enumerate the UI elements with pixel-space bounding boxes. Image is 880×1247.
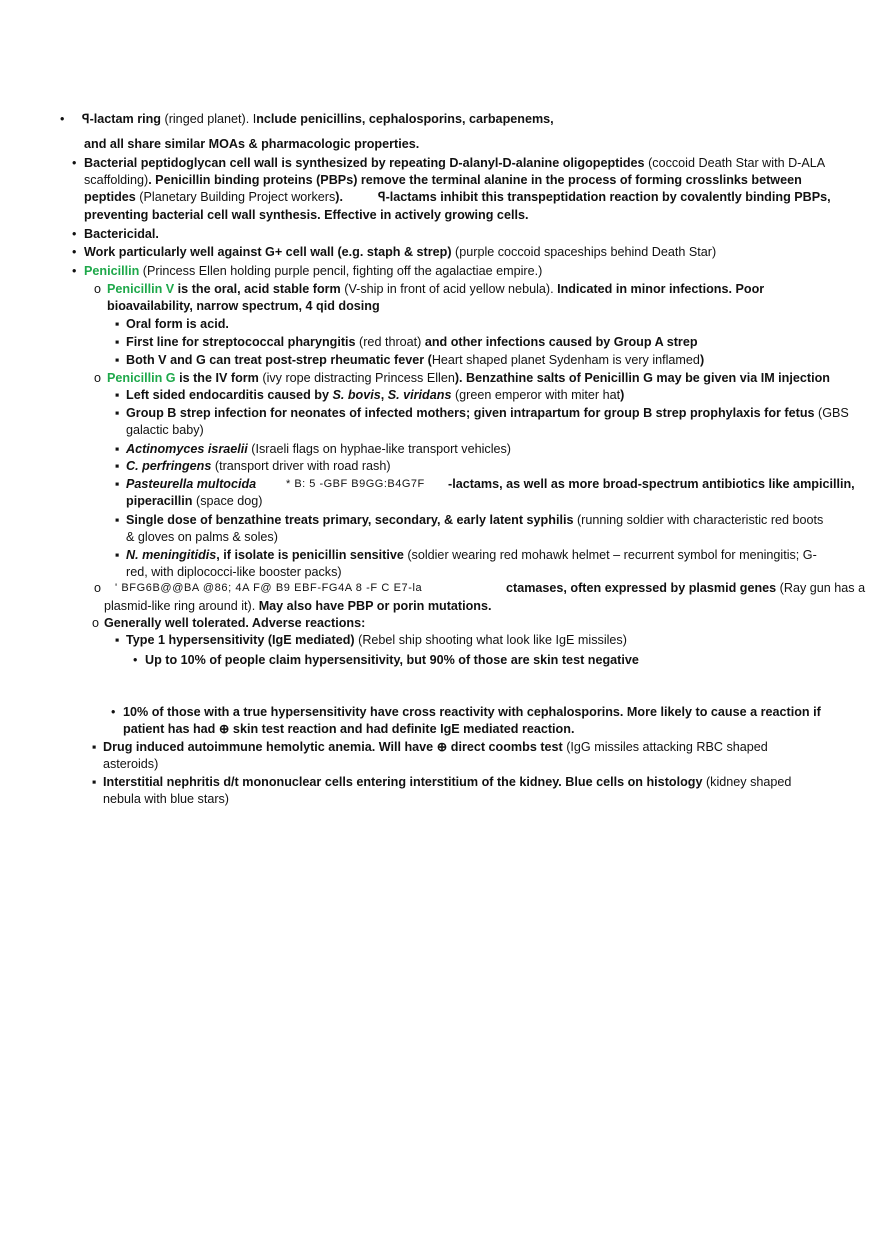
bullet-circle: o xyxy=(94,581,102,595)
key-text: Type 1 hypersensitivity (IgE mediated) xyxy=(126,633,355,647)
drug-name: Penicillin V xyxy=(107,282,175,296)
bullet-square: ▪ xyxy=(92,740,97,754)
key-text: . Penicillin binding proteins (PBPs) remove the terminal alanine in the process of forming crosslinks between xyxy=(148,173,802,187)
key-text: direct coombs test xyxy=(447,740,563,754)
key-text: Group B strep infection for neonates of infected mothers; given intrapartum for group B strep prophylaxis for fetus xyxy=(126,406,815,420)
key-text: Interstitial nephritis d/t mononuclear cells entering interstitium of the kidney. Blue cells on histology xyxy=(103,775,703,789)
paren: ( xyxy=(135,190,144,204)
organism-name: S. bovis xyxy=(332,388,381,402)
organism-name: N. meningitidis xyxy=(126,548,217,562)
bullet-disc: • xyxy=(72,227,77,241)
key-text: Oral form is acid. xyxy=(126,317,229,331)
mnemonic-text: plasmid-like ring around it). xyxy=(104,599,259,613)
beta-symbol: ꟼ xyxy=(378,190,386,204)
organism-name: S. viridans xyxy=(387,388,452,402)
key-text: ctamases, often expressed by plasmid genes xyxy=(506,581,777,595)
key-text: and all share similar MOAs & pharmacologic properties. xyxy=(84,137,420,151)
key-text: is the IV form xyxy=(175,371,259,385)
key-text: Up to 10% of people claim hypersensitivity, but 90% of those are skin test negative xyxy=(145,653,639,667)
organism-name: Pasteurella multocida xyxy=(126,477,257,491)
bullet-square: ▪ xyxy=(115,388,120,402)
key-text: Left sided endocarditis caused by xyxy=(126,388,333,402)
mnemonic-text: Heart shaped planet Sydenham is very inflamed xyxy=(431,353,700,367)
bullet-disc: • xyxy=(72,264,77,278)
comma: , xyxy=(380,388,388,402)
key-text: preventing bacterial cell wall synthesis. Effective in actively growing cells. xyxy=(84,208,529,222)
mnemonic-text: (coccoid Death Star with D-ALA xyxy=(644,156,826,170)
paren: ) xyxy=(699,353,705,367)
bullet-circle: o xyxy=(92,616,100,630)
mnemonic-text: asteroids) xyxy=(103,757,159,771)
bullet-disc: • xyxy=(60,112,65,126)
mnemonic-text: & gloves on palms & soles) xyxy=(126,530,278,544)
organism-name: Actinomyces israelii xyxy=(126,442,248,456)
bullet-square: ▪ xyxy=(115,548,120,562)
drug-name: Penicillin G xyxy=(107,371,176,385)
key-text: is the oral, acid stable form xyxy=(174,282,341,296)
key-text: Generally well tolerated. Adverse reactions: xyxy=(104,616,366,630)
term-beta-lactam-ring: -lactam ring xyxy=(89,112,161,126)
mnemonic-text: (red throat) xyxy=(355,335,425,349)
mnemonic-text: (running soldier with characteristic red boots xyxy=(573,513,824,527)
bullet-square: ▪ xyxy=(115,633,120,647)
key-text: Work particularly well against G+ cell wall (e.g. staph & strep) xyxy=(84,245,452,259)
oplus-icon: ⊕ xyxy=(218,722,230,736)
beta-symbol: ꟼ xyxy=(82,112,90,126)
bullet-disc: • xyxy=(111,705,116,719)
key-text: patient has had xyxy=(123,722,219,736)
mnemonic-text: (purple coccoid spaceships behind Death Star) xyxy=(451,245,717,259)
drug-name: Penicillin xyxy=(84,264,140,278)
bullet-square: ▪ xyxy=(92,775,97,789)
mnemonic-text: (space dog) xyxy=(192,494,263,508)
mnemonic-text: Planetary Building Project workers xyxy=(143,190,336,204)
key-text: ). Benzathine salts of Penicillin G may be given via IM injection xyxy=(454,371,830,385)
key-text: First line for streptococcal pharyngitis xyxy=(126,335,356,349)
mnemonic-text: (ringed planet). I xyxy=(161,112,257,126)
mnemonic-text: galactic baby) xyxy=(126,423,204,437)
garbled-text: * B: 5 -GBF B9GG:B4G7F xyxy=(286,478,425,490)
paren: ). xyxy=(335,190,343,204)
bullet-square: ▪ xyxy=(115,317,120,331)
mnemonic-text: (Princess Ellen holding purple pencil, fighting off the agalactiae empire.) xyxy=(139,264,543,278)
key-text: May also have PBP or porin mutations. xyxy=(258,599,492,613)
bullet-square: ▪ xyxy=(115,442,120,456)
mnemonic-text: nebula with blue stars) xyxy=(103,792,230,806)
bullet-square: ▪ xyxy=(115,406,120,420)
key-text: nclude penicillins, cephalosporins, carbapenems, xyxy=(256,112,554,126)
key-text: -lactams inhibit this transpeptidation reaction by covalently binding PBPs, xyxy=(385,190,831,204)
bullet-square: ▪ xyxy=(115,513,120,527)
key-text: Both V and G can treat post-strep rheumatic fever ( xyxy=(126,353,432,367)
bullet-square: ▪ xyxy=(115,335,120,349)
bullet-square: ▪ xyxy=(115,459,120,473)
key-text: Bactericidal. xyxy=(84,227,159,241)
mnemonic-text: (Ray gun has a xyxy=(776,581,866,595)
garbled-text: ' BFG6B@@BA @86; 4A F@ B9 EBF-FG4A 8 -F C E7-la xyxy=(115,582,423,594)
mnemonic-text: red, with diplococci-like booster packs) xyxy=(126,565,342,579)
key-text: Bacterial peptidoglycan cell wall is synthesized by repeating D-alanyl-D-alanine oligopeptides xyxy=(84,156,645,170)
key-text: peptides xyxy=(84,190,136,204)
key-text: bioavailability, narrow spectrum, 4 qid dosing xyxy=(107,299,380,313)
bullet-disc: • xyxy=(72,245,77,259)
oplus-icon: ⊕ xyxy=(436,740,448,754)
mnemonic-text: (V-ship in front of acid yellow nebula). xyxy=(340,282,558,296)
organism-name: C. perfringens xyxy=(126,459,212,473)
mnemonic-text: (ivy rope distracting Princess Ellen xyxy=(258,371,455,385)
bullet-circle: o xyxy=(94,282,102,296)
key-text: skin test reaction and had definite IgE mediated reaction. xyxy=(229,722,575,736)
mnemonic-text: (IgG missiles attacking RBC shaped xyxy=(562,740,768,754)
bullet-disc: • xyxy=(133,653,138,667)
bullet-circle: o xyxy=(94,371,102,385)
mnemonic-text: (Rebel ship shooting what look like IgE missiles) xyxy=(354,633,627,647)
mnemonic-text: (soldier wearing red mohawk helmet – recurrent symbol for meningitis; G- xyxy=(403,548,817,562)
mnemonic-text: scaffolding) xyxy=(84,173,149,187)
key-text: -lactams, xyxy=(448,477,503,491)
key-text: Indicated in minor infections. Poor xyxy=(557,282,765,296)
key-text: 10% of those with a true hypersensitivity have cross reactivity with cephalosporins. More likely to cause a reaction if xyxy=(123,705,821,719)
paren: ) xyxy=(620,388,625,402)
mnemonic-text: (GBS xyxy=(814,406,849,420)
key-text: Single dose of benzathine treats primary, secondary, & early latent syphilis xyxy=(126,513,574,527)
mnemonic-text: (green emperor with miter hat xyxy=(451,388,621,402)
mnemonic-text: (Israeli flags on hyphae-like transport vehicles) xyxy=(247,442,512,456)
bullet-disc: • xyxy=(72,156,77,170)
key-text: , if isolate is penicillin sensitive xyxy=(216,548,404,562)
mnemonic-text: (transport driver with road rash) xyxy=(211,459,391,473)
mnemonic-text: (kidney shaped xyxy=(702,775,792,789)
key-text: as well as more broad-spectrum antibiotics like ampicillin, xyxy=(502,477,855,491)
key-text: Drug induced autoimmune hemolytic anemia. Will have xyxy=(103,740,437,754)
bullet-square: ▪ xyxy=(115,353,120,367)
key-text: and other infections caused by Group A strep xyxy=(424,335,698,349)
bullet-square: ▪ xyxy=(115,477,120,491)
key-text: piperacillin xyxy=(126,494,193,508)
